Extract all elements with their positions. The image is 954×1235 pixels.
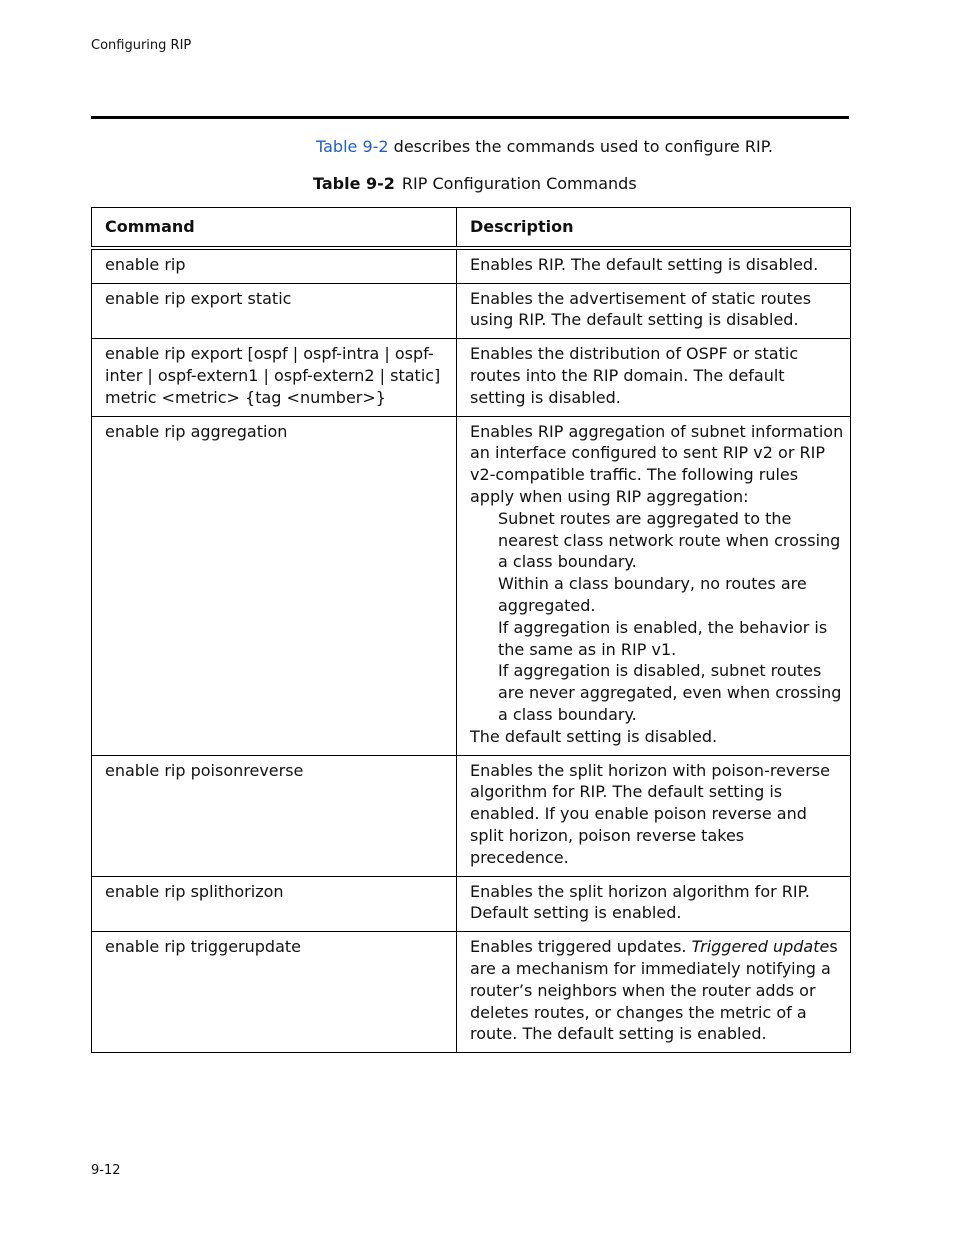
caption-label: Table 9-2 bbox=[313, 174, 395, 193]
description-text: s are a mechanism for immediately notifying a router’s neighbors when the router adds or deletes routes, or changes the metric of a route. The default setting is enabled. bbox=[470, 937, 838, 1044]
description-cell bbox=[457, 932, 851, 1053]
command-cell: enable rip export static bbox=[92, 283, 457, 339]
command-cell: enable rip bbox=[92, 248, 457, 283]
table-row bbox=[92, 283, 851, 339]
intro-paragraph bbox=[316, 137, 773, 156]
table-header-row bbox=[92, 208, 851, 248]
command-cell: enable rip poisonreverse bbox=[92, 755, 457, 876]
table-row bbox=[92, 755, 851, 876]
table-row bbox=[92, 876, 851, 932]
intro-text: describes the commands used to configure RIP. bbox=[388, 137, 773, 156]
description-cell: Enables the split horizon algorithm for RIP. Default setting is enabled. bbox=[457, 876, 851, 932]
list-item: If aggregation is disabled, subnet routes are never aggregated, even when crossing a class boundary. bbox=[498, 661, 842, 724]
description-cell: Enables RIP. The default setting is disabled. bbox=[457, 248, 851, 283]
description-cell: Enables the distribution of OSPF or static routes into the RIP domain. The default setting is disabled. bbox=[457, 339, 851, 416]
command-cell: enable rip aggregation bbox=[92, 416, 457, 755]
table-row bbox=[92, 932, 851, 1053]
page-number: 9-12 bbox=[91, 1163, 121, 1178]
description-cell bbox=[457, 416, 851, 755]
aggregation-rules-list bbox=[470, 508, 844, 726]
list-item: Within a class boundary, no routes are aggregated. bbox=[498, 574, 807, 615]
table-row bbox=[92, 339, 851, 416]
table-row bbox=[92, 416, 851, 755]
table-row bbox=[92, 248, 851, 283]
rip-commands-table bbox=[91, 207, 851, 1053]
command-cell: enable rip triggerupdate bbox=[92, 932, 457, 1053]
description-default-note: The default setting is disabled. bbox=[470, 726, 718, 746]
header-rule bbox=[91, 116, 849, 119]
list-item: If aggregation is enabled, the behavior is the same as in RIP v1. bbox=[498, 617, 828, 659]
command-cell: enable rip export [ospf | ospf-intra | ospf-inter | ospf-extern1 | ospf-extern2 | static] metric <metric> {tag <number>} bbox=[92, 339, 457, 416]
emphasis-term: Triggered update bbox=[691, 937, 830, 957]
description-cell: Enables the split horizon with poison-reverse algorithm for RIP. The default setting is enabled. If you enable poison reverse and split horizon, poison reverse takes precedence. bbox=[457, 755, 851, 876]
running-head: Configuring RIP bbox=[91, 38, 192, 53]
description-text: Enables triggered updates. bbox=[470, 937, 692, 957]
description-cell: Enables the advertisement of static routes using RIP. The default setting is disabled. bbox=[457, 283, 851, 339]
caption-title: RIP Configuration Commands bbox=[401, 174, 637, 193]
command-cell: enable rip splithorizon bbox=[92, 876, 457, 932]
list-item: Subnet routes are aggregated to the nearest class network route when crossing a class boundary. bbox=[498, 508, 841, 572]
table-xref-link[interactable]: Table 9-2 bbox=[316, 137, 389, 156]
column-header-command: Command bbox=[92, 208, 457, 248]
column-header-description: Description bbox=[457, 208, 851, 248]
table-caption bbox=[313, 174, 637, 193]
description-text: Enables RIP aggregation of subnet information an interface configured to sent RIP v2 or RIP v2-compatible traffic. The following rules apply when using RIP aggregation: bbox=[470, 421, 844, 506]
